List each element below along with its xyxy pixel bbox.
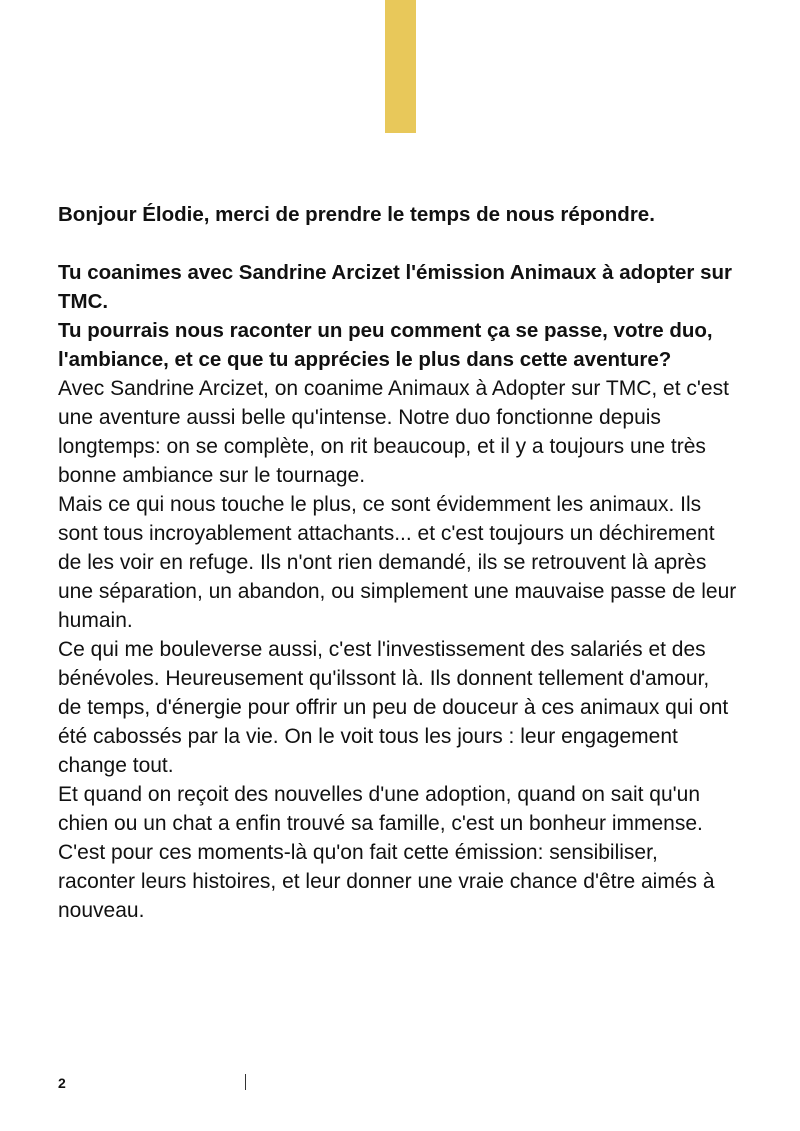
- question-greeting: Bonjour Élodie, merci de prendre le temps de nous répondre.: [58, 203, 655, 226]
- answer-paragraph: Ce qui me bouleverse aussi, c'est l'investissement des salariés et des bénévoles. Heureusement qu'ilssont là. Ils donnent tellement d'amour, de temps, d'énergie pour offrir un peu de douceur à ces animaux qui ont été cabossés par la vie. On le voit tous les jours : leur engagement change tout.: [58, 638, 729, 777]
- interview-question: [58, 200, 738, 374]
- answer-paragraph: Et quand on reçoit des nouvelles d'une adoption, quand on sait qu'un chien ou un chat a enfin trouvé sa famille, c'est un bonheur immense. C'est pour ces moments-là qu'on fait cette émission: sensibiliser, raconter leurs histoires, et leur donner une vraie chance d'être aimés à nouveau.: [58, 783, 715, 922]
- page-number: 2: [58, 1075, 66, 1091]
- question-line-2: Tu pourrais nous raconter un peu comment ça se passe, votre duo, l'ambiance, et ce que tu apprécies le plus dans cette aventure?: [58, 319, 713, 371]
- answer-paragraph: Mais ce qui nous touche le plus, ce sont évidemment les animaux. Ils sont tous incroyablement attachants... et c'est toujours un déchirement de les voir en refuge. Ils n'ont rien demandé, ils se retrouvent là après une séparation, un abandon, ou simplement une mauvaise passe de leur humain.: [58, 493, 737, 632]
- interview-content: [58, 200, 738, 925]
- footer-divider: [245, 1074, 246, 1090]
- question-line-1: Tu coanimes avec Sandrine Arcizet l'émission Animaux à adopter sur TMC.: [58, 261, 732, 313]
- accent-bar: [385, 0, 416, 133]
- answer-paragraph: Avec Sandrine Arcizet, on coanime Animaux à Adopter sur TMC, et c'est une aventure aussi belle qu'intense. Notre duo fonctionne depuis longtemps: on se complète, on rit beaucoup, et il y a toujours une très bonne ambiance sur le tournage.: [58, 377, 729, 487]
- interview-answer: [58, 374, 738, 925]
